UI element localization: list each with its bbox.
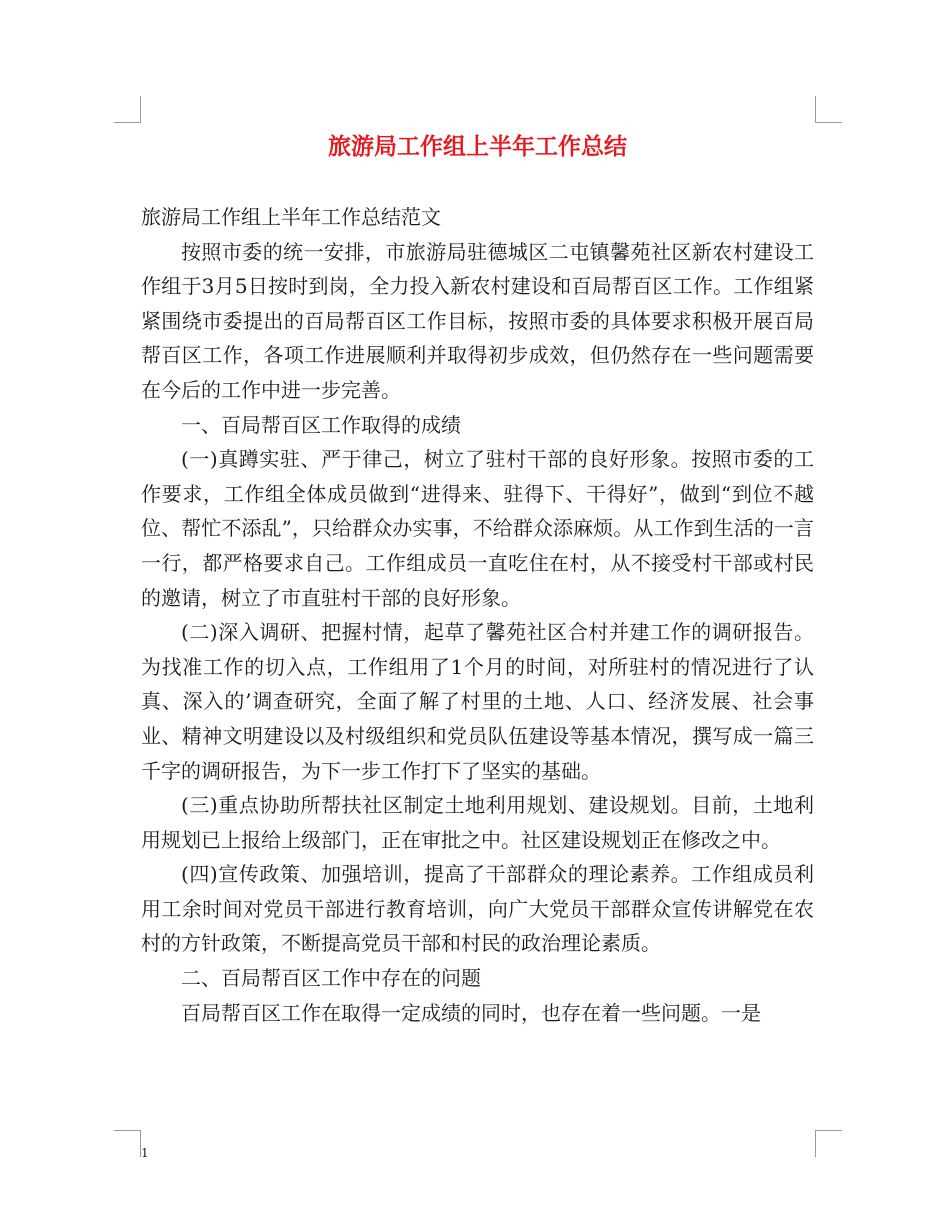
- section-heading-achievements: 一、百局帮百区工作取得的成绩: [181, 412, 461, 437]
- crop-mark-top-right: [815, 96, 842, 123]
- subtitle-paragraph: 旅游局工作组上半年工作总结范文: [141, 205, 441, 229]
- intro-paragraph: 按照市委的统一安排，市旅游局驻德城区二屯镇馨苑社区新农村建设工作组于3月5日按时到岗，全力投入新农村建设和百局帮百区工作。工作组紧紧围绕市委提出的百局帮百区工作目标，按照市委的具体要求积极开展百局帮百区工作，各项工作进展顺利并取得初步成效，但仍然存在一些问题需要在今后的工作中进一步完善。: [141, 239, 814, 402]
- achievement-paragraph-2: (二)深入调研、把握村情，起草了馨苑社区合村并建工作的调研报告。为找准工作的切入点，工作组用了1个月的时间，对所驻村的情况进行了认真、深入的’调查研究，全面了解了村里的土地、人口、经济发展、社会事业、精神文明建设以及村级组织和党员队伍建设等基本情况，撰写成一篇三千字的调研报告，为下一步工作打下了坚实的基础。: [141, 620, 814, 783]
- crop-mark-bottom-left: [114, 1130, 141, 1157]
- problems-paragraph: 百局帮百区工作在取得一定成绩的同时，也存在着一些问题。一是: [181, 1000, 761, 1025]
- document-body: [141, 200, 814, 1030]
- achievement-paragraph-1: (一)真蹲实驻、严于律己，树立了驻村干部的良好形象。按照市委的工作要求，工作组全体成员做到“进得来、驻得下、干得好”，做到“到位不越位、帮忙不添乱”，只给群众办实事，不给群众添麻烦。从工作到生活的一言一行，都严格要求自己。工作组成员一直吃住在村，从不接受村干部或村民的邀请，树立了市直驻村干部的良好形象。: [141, 447, 814, 610]
- page-number: 1: [141, 1146, 149, 1160]
- achievement-paragraph-3: (三)重点协助所帮扶社区制定土地利用规划、建设规划。目前，土地利用规划已上报给上级部门，正在审批之中。社区建设规划正在修改之中。: [141, 793, 814, 852]
- achievement-paragraph-4: (四)宣传政策、加强培训，提高了干部群众的理论素养。工作组成员利用工余时间对党员干部进行教育培训，向广大党员干部群众宣传讲解党在农村的方针政策，不断提高党员干部和村民的政治理论素质。: [141, 862, 814, 956]
- section-heading-problems: 二、百局帮百区工作中存在的问题: [181, 966, 481, 991]
- crop-mark-top-left: [114, 96, 141, 123]
- crop-mark-bottom-right: [815, 1130, 842, 1157]
- document-title: 旅游局工作组上半年工作总结: [328, 134, 627, 160]
